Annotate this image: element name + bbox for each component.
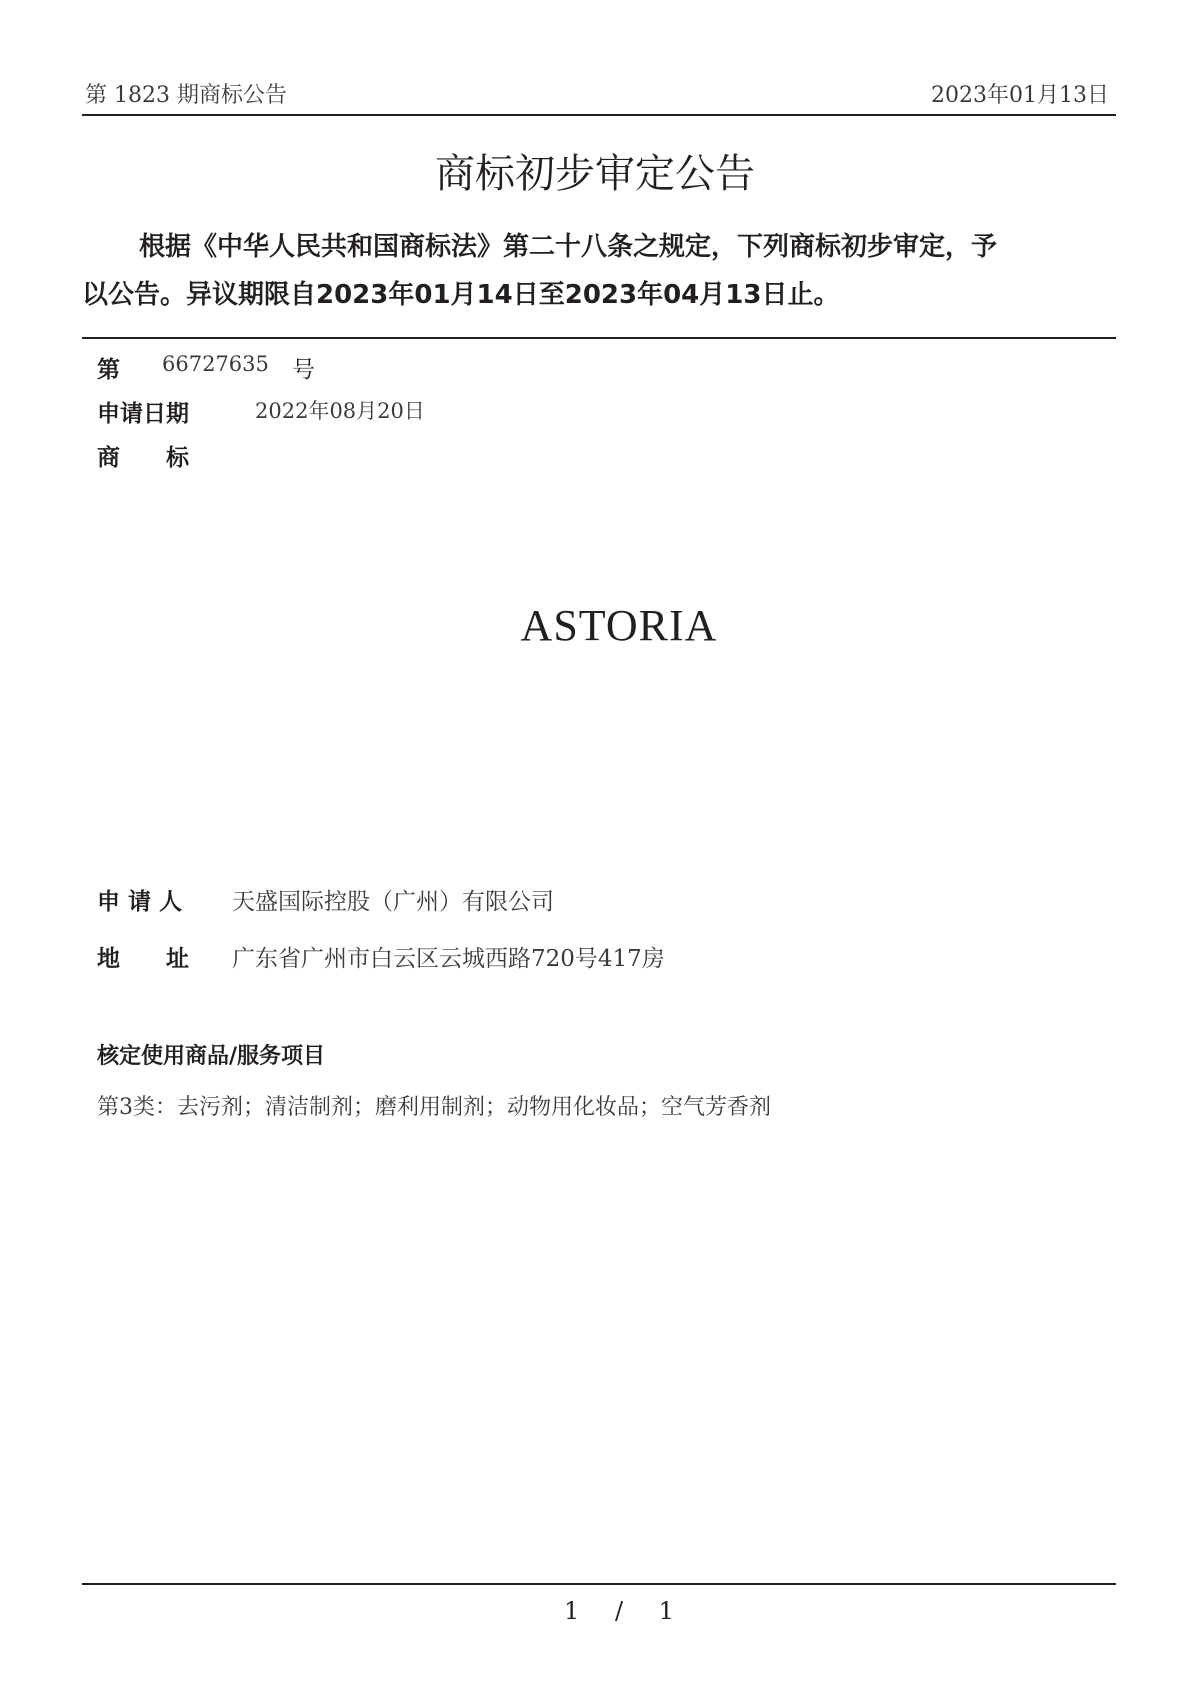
header-divider bbox=[82, 114, 1116, 116]
registration-label: 第 bbox=[97, 357, 120, 383]
page-title: 商标初步审定公告 bbox=[435, 151, 755, 197]
address-label: 地 址 bbox=[97, 946, 189, 972]
trademark-label: 商 标 bbox=[97, 445, 189, 471]
goods-services-heading: 核定使用商品/服务项目 bbox=[97, 1044, 326, 1069]
application-date-value: 2022年08月20日 bbox=[255, 399, 425, 423]
trademark-wordmark: ASTORIA bbox=[520, 601, 718, 650]
application-date-label: 申请日期 bbox=[97, 401, 189, 427]
registration-suffix: 号 bbox=[292, 357, 315, 383]
address-value: 广东省广州市白云区云城西路720号417房 bbox=[232, 946, 665, 972]
footer-divider bbox=[82, 1583, 1116, 1585]
section-divider bbox=[82, 337, 1116, 339]
applicant-value: 天盛国际控股（广州）有限公司 bbox=[232, 889, 554, 915]
goods-services-list: 第3类：去污剂；清洁制剂；磨利用制剂；动物用化妆品；空气芳香剂 bbox=[97, 1095, 771, 1120]
header-date: 2023年01月13日 bbox=[931, 83, 1109, 108]
registration-number: 66727635 bbox=[162, 352, 269, 376]
applicant-label: 申 请 人 bbox=[97, 889, 183, 915]
header-issue-number: 第 1823 期商标公告 bbox=[85, 83, 287, 108]
intro-paragraph-line-1: 根据《中华人民共和国商标法》第二十八条之规定，下列商标初步审定，予 bbox=[139, 232, 998, 262]
intro-paragraph-line-2: 以公告。异议期限自2023年01月14日至2023年04月13日止。 bbox=[82, 280, 840, 310]
page-number: 1 / 1 bbox=[564, 1597, 674, 1625]
